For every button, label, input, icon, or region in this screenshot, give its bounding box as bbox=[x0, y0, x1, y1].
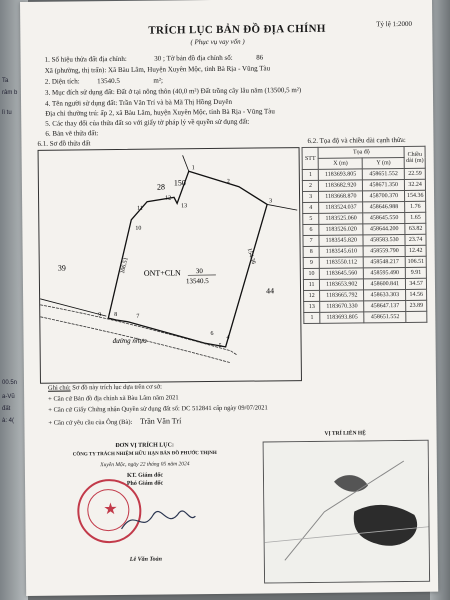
cell-x: 1183693.805 bbox=[320, 312, 364, 323]
stamp-star-icon: ★ bbox=[103, 501, 118, 519]
cell-length: 1.65 bbox=[405, 212, 426, 223]
cell-y: 458645.550 bbox=[363, 212, 405, 223]
cell-x: 1183668.870 bbox=[319, 191, 363, 202]
field-drawing: 6. Bản vẽ thửa đất: bbox=[45, 129, 99, 138]
cell-stt: 5 bbox=[303, 213, 319, 224]
document-title: TRÍCH LỤC BẢN ĐỒ ĐỊA CHÍNH bbox=[148, 22, 326, 37]
cell-stt: 1 bbox=[302, 169, 318, 180]
cell-length: 23.89 bbox=[406, 300, 427, 311]
neighbor-label-28: 28 bbox=[156, 182, 165, 192]
cell-y: 458548.217 bbox=[364, 256, 406, 267]
cell-y: 458651.552 bbox=[364, 311, 406, 322]
cell-y: 458600.841 bbox=[364, 278, 406, 289]
neighbor-label-39: 39 bbox=[57, 263, 66, 273]
cell-x: 1183665.792 bbox=[320, 290, 364, 301]
cell-length: 32.24 bbox=[405, 179, 426, 190]
vertex-8: 8 bbox=[114, 311, 118, 319]
cell-y: 458583.530 bbox=[363, 234, 405, 245]
scale-label: Tỷ lệ 1:2000 bbox=[376, 19, 413, 29]
parcel-number: 30 bbox=[195, 267, 203, 276]
th-len: Chiều dài (m) bbox=[404, 146, 425, 168]
th-toa-do: Tọa độ bbox=[318, 146, 404, 158]
cell-stt: 7 bbox=[303, 235, 319, 246]
th-stt: STT bbox=[302, 147, 318, 169]
location-map-title: VỊ TRÍ LIÊN HỆ bbox=[324, 430, 366, 437]
sign-date: Xuyên Mộc, ngày 22 tháng 05 năm 2024 bbox=[100, 461, 190, 469]
cell-length: 154.36 bbox=[405, 190, 426, 201]
note-1: + Căn cứ Bản đồ địa chính xã Bàu Lâm năm 2021 bbox=[48, 394, 179, 403]
field-address: Địa chỉ thường trú: ấp 2, xã Bàu Lâm, huyện Xuyên Mộc, tỉnh Bà Rịa - Vũng Tàu bbox=[45, 107, 275, 118]
cell-length bbox=[406, 311, 427, 322]
cell-stt: 12 bbox=[304, 290, 320, 301]
cell-y: 458595.490 bbox=[364, 267, 406, 278]
cell-length: 22.59 bbox=[405, 168, 426, 179]
cell-x: 1183526.020 bbox=[319, 224, 363, 235]
vertex-4: 4 bbox=[226, 334, 230, 341]
neighbor-line-1 bbox=[183, 155, 189, 171]
sign-company: CÔNG TY TRÁCH NHIỆM HỮU HẠN BẢN ĐỒ PHƯỚC THỊNH bbox=[72, 450, 217, 458]
vertex-12: 12 bbox=[165, 195, 172, 202]
section-sketch: 6.1. Sơ đồ thửa đất bbox=[37, 139, 91, 148]
cell-y: 458647.137 bbox=[364, 300, 406, 311]
cell-stt: 4 bbox=[303, 202, 319, 213]
notes-heading: Ghi chú: Sơ đồ này trích lục dựa trên cơ sở: bbox=[48, 383, 162, 392]
neighbor-line-3 bbox=[40, 298, 106, 317]
cell-x: 1183550.112 bbox=[319, 257, 363, 268]
vertex-3: 3 bbox=[269, 198, 273, 205]
cell-x: 1183545.610 bbox=[319, 246, 363, 257]
cell-length: 1.76 bbox=[405, 201, 426, 212]
section-coords: 6.2. Tọa độ và chiều dài cạnh thửa: bbox=[307, 135, 406, 145]
table-row bbox=[304, 311, 427, 323]
sign-kt: KT. Giám đốc bbox=[126, 472, 164, 479]
cell-x: 1183525.060 bbox=[319, 213, 363, 224]
th-y: Y (m) bbox=[363, 157, 405, 168]
vertex-5: 5 bbox=[218, 342, 222, 349]
cell-y: 458671.350 bbox=[363, 179, 405, 190]
note-3: + Căn cứ yêu cầu của Ông (Bà): Trần Văn Trí bbox=[48, 416, 182, 427]
cell-stt: 2 bbox=[302, 180, 318, 191]
parcel-sketch-svg bbox=[39, 148, 301, 383]
parcel-boundary bbox=[107, 170, 269, 348]
cell-stt: 3 bbox=[303, 191, 319, 202]
vertex-9: 9 bbox=[98, 312, 102, 319]
cell-length: 14.56 bbox=[406, 289, 427, 300]
cell-stt: 10 bbox=[303, 268, 319, 279]
cell-y: 458651.552 bbox=[363, 168, 405, 179]
sign-unit: ĐƠN VỊ TRÍCH LỤC: bbox=[115, 442, 174, 450]
cell-stt: 13 bbox=[304, 301, 320, 312]
road-edge-top bbox=[40, 303, 237, 357]
field-owner: 4. Tên người sử dụng đất: Trần Văn Trí và bà Mã Thị Hồng Duyên bbox=[45, 97, 232, 108]
cell-x: 1183693.805 bbox=[319, 169, 363, 180]
note-2: + Căn cứ Giấy Chứng nhận Quyền sử dụng đất số: DC 512841 cấp ngày 09/07/2021 bbox=[48, 404, 268, 414]
vertex-7: 7 bbox=[136, 313, 140, 320]
cell-x: 1183545.820 bbox=[319, 235, 363, 246]
vertex-2: 2 bbox=[226, 178, 230, 185]
dim-east: 154.36 bbox=[245, 247, 257, 266]
cell-stt: 1 bbox=[304, 312, 320, 323]
cell-length: 106.51 bbox=[405, 256, 426, 267]
vertex-10: 10 bbox=[135, 225, 142, 232]
coordinate-table-body bbox=[302, 168, 427, 323]
cell-stt: 6 bbox=[303, 224, 319, 235]
cell-stt: 11 bbox=[303, 279, 319, 290]
cell-x: 1183670.330 bbox=[320, 301, 364, 312]
cell-stt: 8 bbox=[303, 246, 319, 257]
cell-y: 458644.200 bbox=[363, 223, 405, 234]
cell-length: 34.57 bbox=[406, 278, 427, 289]
field-land-use: 3. Mục đích sử dụng đất: Đất ở tại nông thôn (40,0 m²) Đất trồng cây lâu năm (13500,5 m²) bbox=[44, 86, 302, 97]
vertex-13: 13 bbox=[181, 203, 188, 210]
background-left: Ta râm b lì tu 00.5n a-Vũ đất à: 4( bbox=[0, 0, 28, 600]
vertex-11: 11 bbox=[137, 205, 143, 212]
cell-y: 458559.790 bbox=[363, 245, 405, 256]
cell-length: 12.42 bbox=[405, 245, 426, 256]
th-x: X (m) bbox=[318, 158, 362, 169]
cell-y: 458633.303 bbox=[364, 289, 406, 300]
location-map-svg bbox=[264, 441, 429, 583]
parcel-label: ONT+CLN bbox=[143, 268, 181, 278]
document-sheet bbox=[20, 0, 438, 596]
parcel-area: 13540.5 bbox=[185, 277, 209, 286]
neighbor-label-150: 150 bbox=[173, 178, 186, 188]
field-changes: 5. Các thay đổi của thửa đất so với giấy tờ pháp lý về quyền sử dụng đất: bbox=[45, 117, 250, 128]
road-label: đường nhựa bbox=[112, 336, 147, 346]
field-parcel-number: 1. Số hiệu thửa đất địa chính: 30 ; Tờ bản đồ địa chính số: 86 bbox=[44, 53, 264, 64]
parcel-sketch bbox=[38, 147, 302, 384]
vertex-6: 6 bbox=[210, 330, 214, 338]
cell-x: 1183653.902 bbox=[320, 279, 364, 290]
cell-y: 458700.370 bbox=[363, 190, 405, 201]
field-area: 2. Diện tích: 13540.5 m²; bbox=[44, 76, 163, 86]
sign-role: Phó Giám đốc bbox=[126, 480, 164, 487]
cell-x: 1183682.920 bbox=[319, 180, 363, 191]
vertex-1: 1 bbox=[191, 165, 195, 172]
coordinate-table bbox=[302, 146, 428, 324]
handwritten-signature bbox=[117, 500, 197, 541]
field-commune: Xã (phường, thị trấn): Xã Bàu Lâm, Huyện Xuyên Mộc, tỉnh Bà Rịa - Vũng Tàu bbox=[44, 64, 271, 75]
coordinate-table-wrapper bbox=[302, 146, 428, 324]
neighbor-label-44: 44 bbox=[265, 286, 275, 296]
cell-x: 1183524.037 bbox=[319, 202, 363, 213]
cell-stt: 9 bbox=[303, 257, 319, 268]
cell-length: 23.74 bbox=[405, 234, 426, 245]
cell-x: 1183645.560 bbox=[320, 268, 364, 279]
cell-length: 9.91 bbox=[406, 267, 427, 278]
location-map bbox=[263, 440, 430, 584]
dim-west: 106.51 bbox=[119, 256, 130, 275]
sign-name: Lê Văn Toản bbox=[129, 556, 162, 563]
cell-length: 63.82 bbox=[405, 223, 426, 234]
neighbor-line-2 bbox=[267, 204, 297, 210]
document-subtitle: ( Phục vụ vay vốn ) bbox=[190, 37, 245, 47]
cell-y: 458646.988 bbox=[363, 201, 405, 212]
